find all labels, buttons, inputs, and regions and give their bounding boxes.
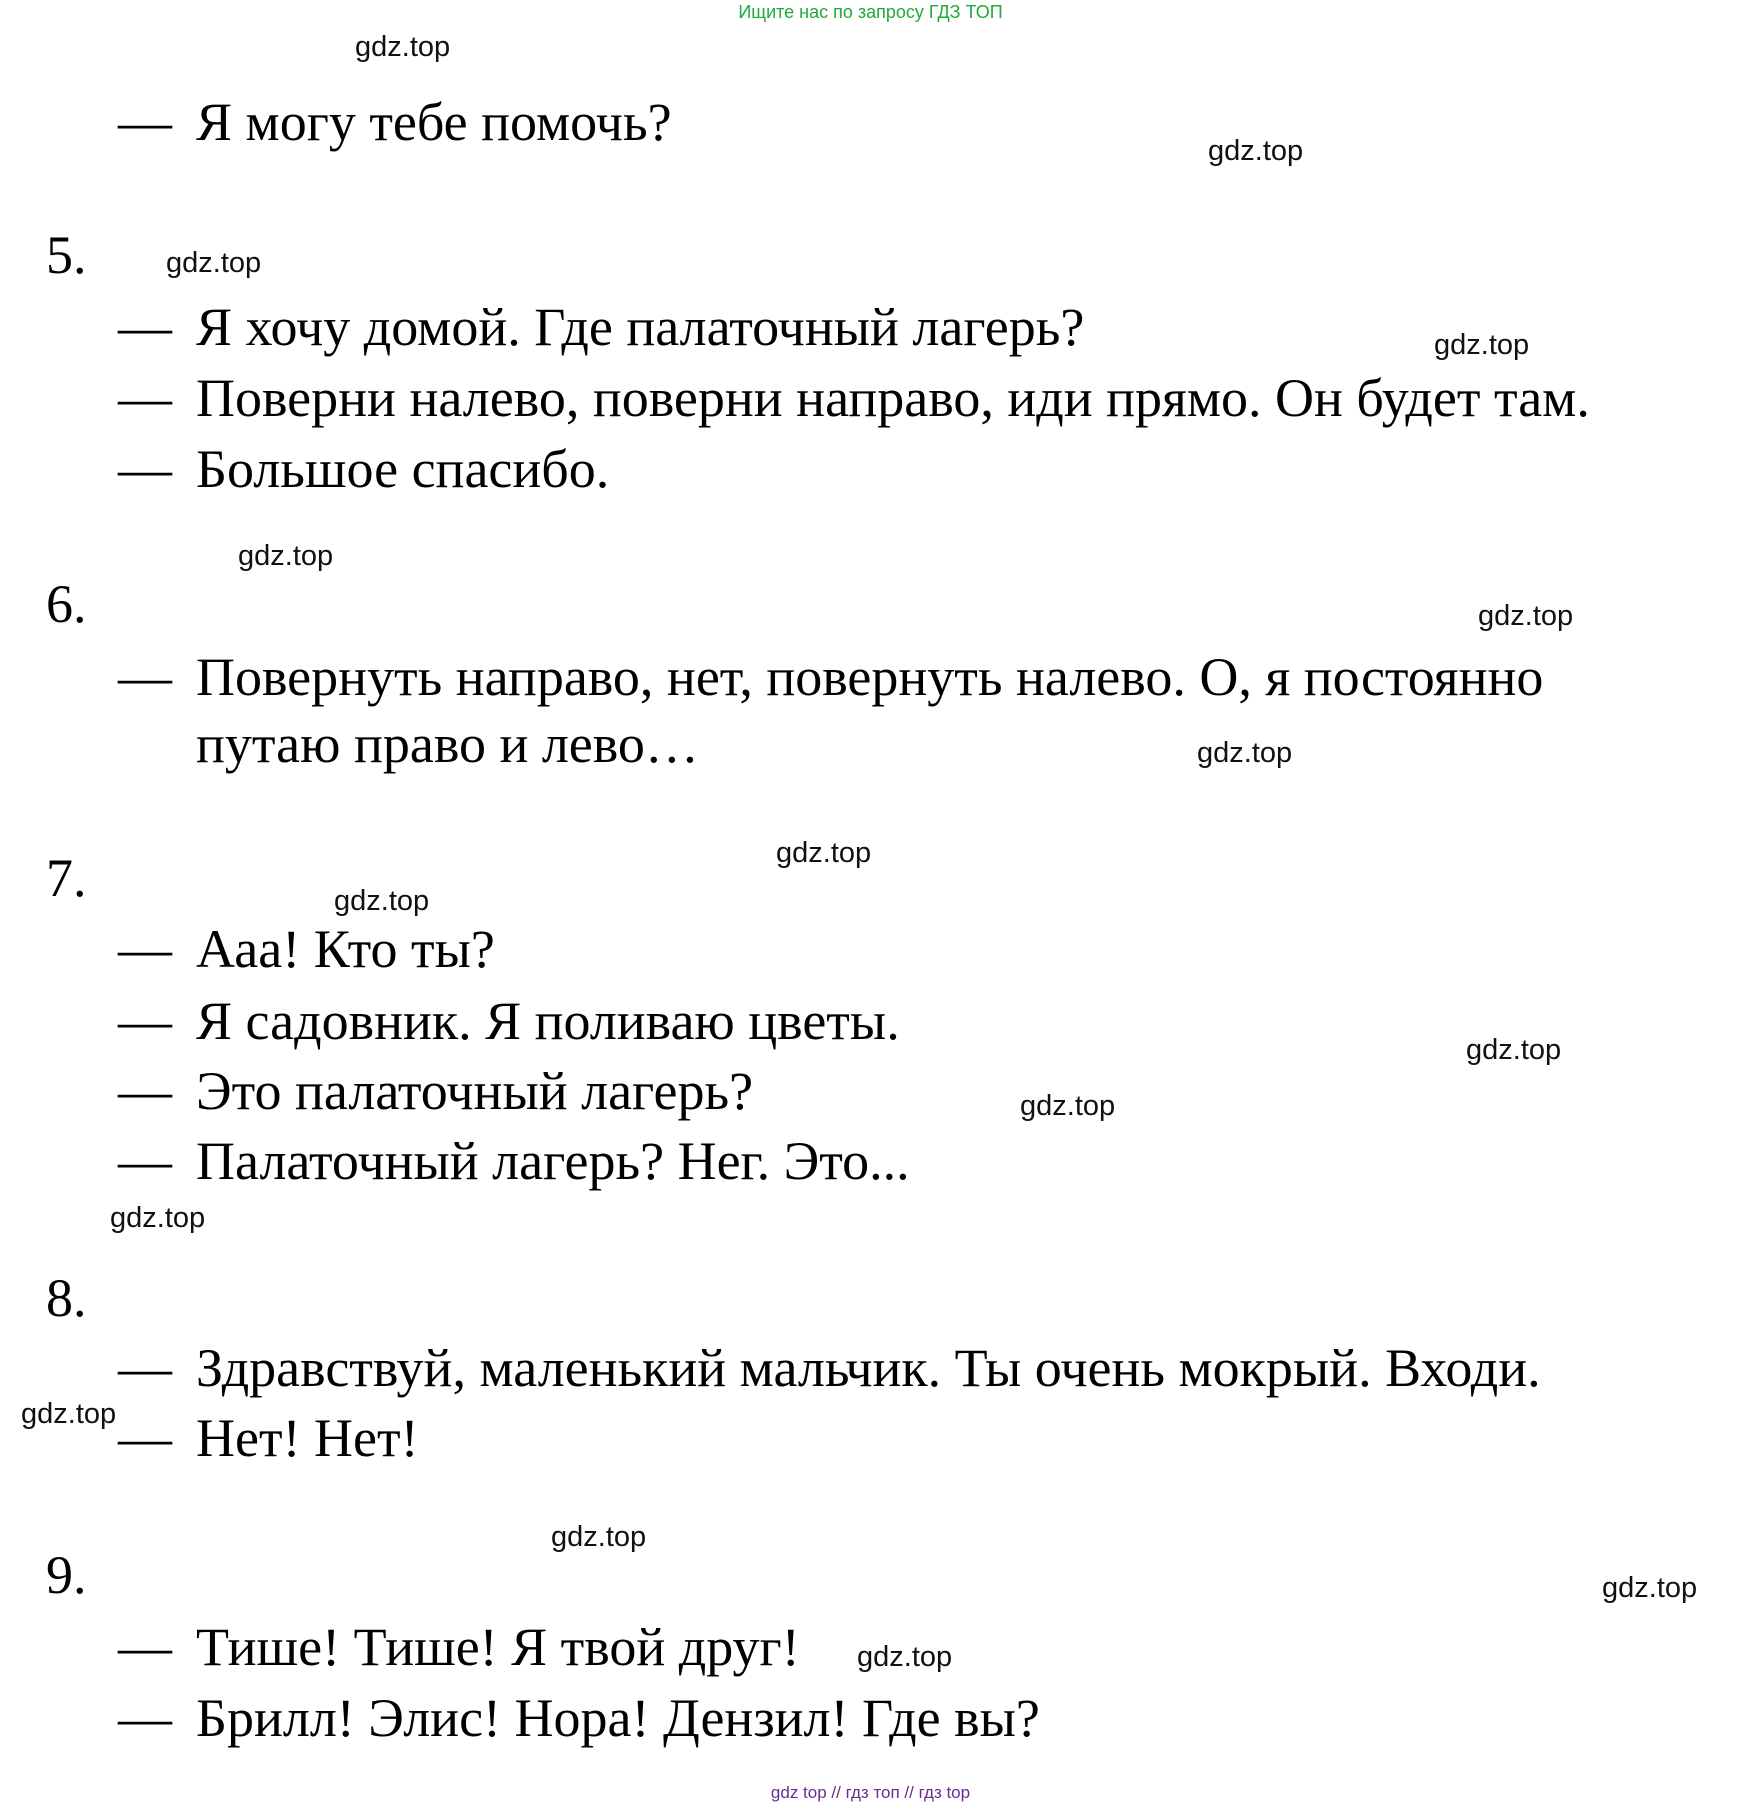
- dialogue-text: Большое спасибо.: [196, 439, 610, 499]
- item-number: 9.: [46, 1545, 87, 1605]
- top-banner: Ищите нас по запросу ГДЗ ТОП: [738, 2, 1003, 22]
- dialogue-text: Тише! Тише! Я твой друг!: [196, 1617, 800, 1677]
- watermark: gdz.top: [110, 1202, 206, 1234]
- dialogue-text: Я садовник. Я поливаю цветы.: [196, 991, 900, 1051]
- item-number: 5.: [46, 225, 87, 285]
- dialogue-dash: —: [118, 297, 172, 357]
- dialogue-dash: —: [118, 439, 172, 499]
- dialogue-dash: —: [118, 1408, 172, 1468]
- dialogue-text: Брилл! Элис! Нора! Дензил! Где вы?: [196, 1688, 1040, 1748]
- dialogue-line: [118, 1408, 419, 1468]
- dialogue-dash: —: [118, 1617, 172, 1677]
- item-number: 6.: [46, 574, 87, 634]
- dialogue-line: [118, 368, 1590, 428]
- dialogue-line: [118, 1688, 1040, 1748]
- watermark: gdz.top: [857, 1641, 953, 1673]
- watermark: gdz.top: [238, 540, 334, 572]
- watermark: gdz.top: [1208, 135, 1304, 167]
- dialogue-text: Это палаточный лагерь?: [196, 1061, 754, 1121]
- dialogue-line: [118, 1338, 1541, 1398]
- watermark: gdz.top: [1434, 329, 1530, 361]
- dialogue-line: [118, 991, 900, 1051]
- watermark: gdz.top: [1197, 737, 1293, 769]
- dialogue-text: Я хочу домой. Где палаточный лагерь?: [196, 297, 1085, 357]
- dialogue-text: Я могу тебе помочь?: [196, 92, 672, 152]
- dialogue-line: [118, 919, 495, 979]
- dialogue-line: [118, 647, 1543, 707]
- dialogue-line: [118, 297, 1084, 357]
- dialogue-line: [118, 1131, 910, 1191]
- dialogue-dash: —: [118, 1061, 172, 1121]
- watermark: gdz.top: [334, 885, 430, 917]
- dialogue-line: [118, 92, 672, 152]
- watermark: gdz.top: [1466, 1034, 1562, 1066]
- watermark: gdz.top: [551, 1521, 647, 1553]
- dialogue-dash: —: [118, 647, 172, 707]
- dialogue-text: Палаточный лагерь? Нег. Это...: [196, 1131, 910, 1191]
- dialogue-dash: —: [118, 92, 172, 152]
- watermark: gdz.top: [355, 31, 451, 63]
- dialogue-text: Нет! Нет!: [196, 1408, 419, 1468]
- watermark: gdz.top: [776, 837, 872, 869]
- dialogue-text: Здравствуй, маленький мальчик. Ты очень мокрый. Входи.: [196, 1338, 1541, 1398]
- dialogue-continuation: путаю право и лево…: [196, 714, 699, 774]
- footer-text: gdz top // гдз топ // гдз top: [770, 1783, 971, 1802]
- watermark: gdz.top: [1020, 1090, 1116, 1122]
- dialogue-dash: —: [118, 1688, 172, 1748]
- dialogue-dash: —: [118, 991, 172, 1051]
- dialogue-text: Повернуть направо, нет, повернуть налево. О, я постоянно: [196, 647, 1544, 707]
- watermark: gdz.top: [1602, 1572, 1698, 1604]
- item-number: 7.: [46, 848, 87, 908]
- dialogue-line: [118, 1617, 800, 1677]
- dialogue-text: Ааа! Кто ты?: [196, 919, 495, 979]
- dialogue-dash: —: [118, 1338, 172, 1398]
- watermark: gdz.top: [1478, 600, 1574, 632]
- watermark: gdz.top: [21, 1398, 117, 1430]
- dialogue-dash: —: [118, 368, 172, 428]
- dialogue-dash: —: [118, 1131, 172, 1191]
- watermark: gdz.top: [166, 247, 262, 279]
- dialogue-dash: —: [118, 919, 172, 979]
- dialogue-line: [118, 439, 609, 499]
- dialogue-text: Поверни налево, поверни направо, иди прямо. Он будет там.: [196, 368, 1590, 428]
- dialogue-line: [118, 1061, 753, 1121]
- item-number: 8.: [46, 1268, 87, 1328]
